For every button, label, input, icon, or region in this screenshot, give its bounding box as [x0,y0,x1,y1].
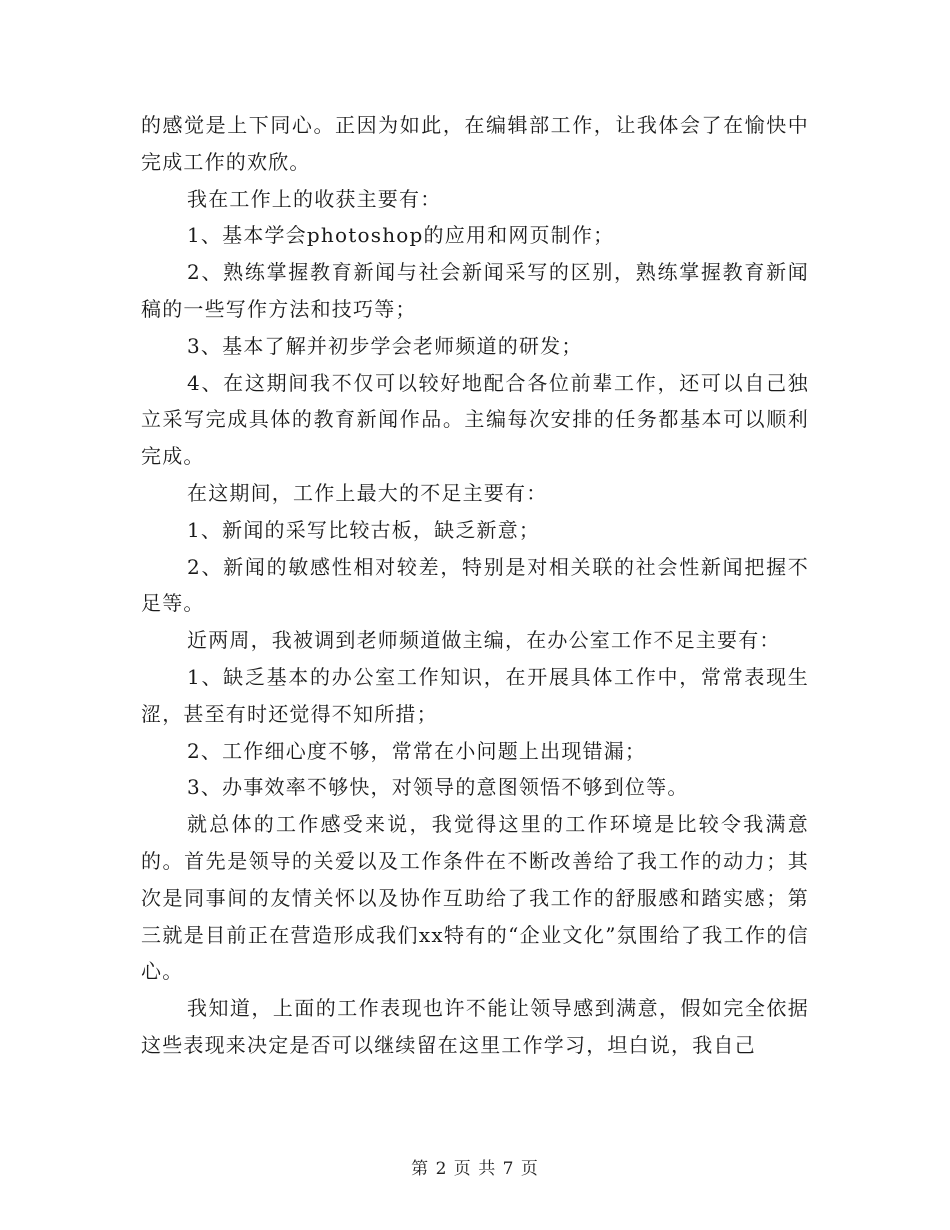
paragraph-6: 4、在这期间我不仅可以较好地配合各位前辈工作，还可以自己独立采写完成具体的教育新闻作品。主编每次安排的任务都基本可以顺利完成。 [141,370,809,469]
paragraph-5: 3、基本了解并初步学会老师频道的研发； [187,333,583,358]
paragraph-14: 就总体的工作感受来说，我觉得这里的工作环境是比较令我满意的。首先是领导的关爱以及工作条件在不断改善给了我工作的动力；其次是同事间的友情关怀以及协作互助给了我工作的舒服感和踏实感；第三就是目前正在营造形成我们xx特有的“企业文化”氛围给了我工作的信心。 [141,812,809,984]
document-body [141,107,809,1064]
paragraph-15: 我知道，上面的工作表现也许不能让领导感到满意，假如完全依据这些表现来决定是否可以继续留在这里工作学习，坦白说，我自己 [141,996,809,1057]
paragraph-3: 1、基本学会photoshop的应用和网页制作； [187,223,615,248]
paragraph-2: 我在工作上的收获主要有： [187,186,442,211]
paragraph-7: 在这期间，工作上最大的不足主要有： [187,480,548,505]
paragraph-13: 3、办事效率不够快，对领导的意图领悟不够到位等。 [187,775,689,800]
page-number-footer: 第 2 页 共 7 页 [411,1159,539,1179]
paragraph-9: 2、新闻的敏感性相对较差，特别是对相关联的社会性新闻把握不足等。 [141,554,809,616]
paragraph-1: 的感觉是上下同心。正因为如此，在编辑部工作，让我体会了在愉快中完成工作的欢欣。 [141,113,809,174]
paragraph-10: 近两周，我被调到老师频道做主编，在办公室工作不足主要有： [187,628,781,653]
paragraph-11: 1、缺乏基本的办公室工作知识，在开展具体工作中，常常表现生涩，甚至有时还觉得不知所措； [141,664,809,726]
paragraph-8: 1、新闻的采写比较古板，缺乏新意； [187,517,541,542]
paragraph-12: 2、工作细心度不够，常常在小问题上出现错漏； [187,738,647,763]
paragraph-4: 2、熟练掌握教育新闻与社会新闻采写的区别，熟练掌握教育新闻稿的一些写作方法和技巧等； [141,260,809,321]
